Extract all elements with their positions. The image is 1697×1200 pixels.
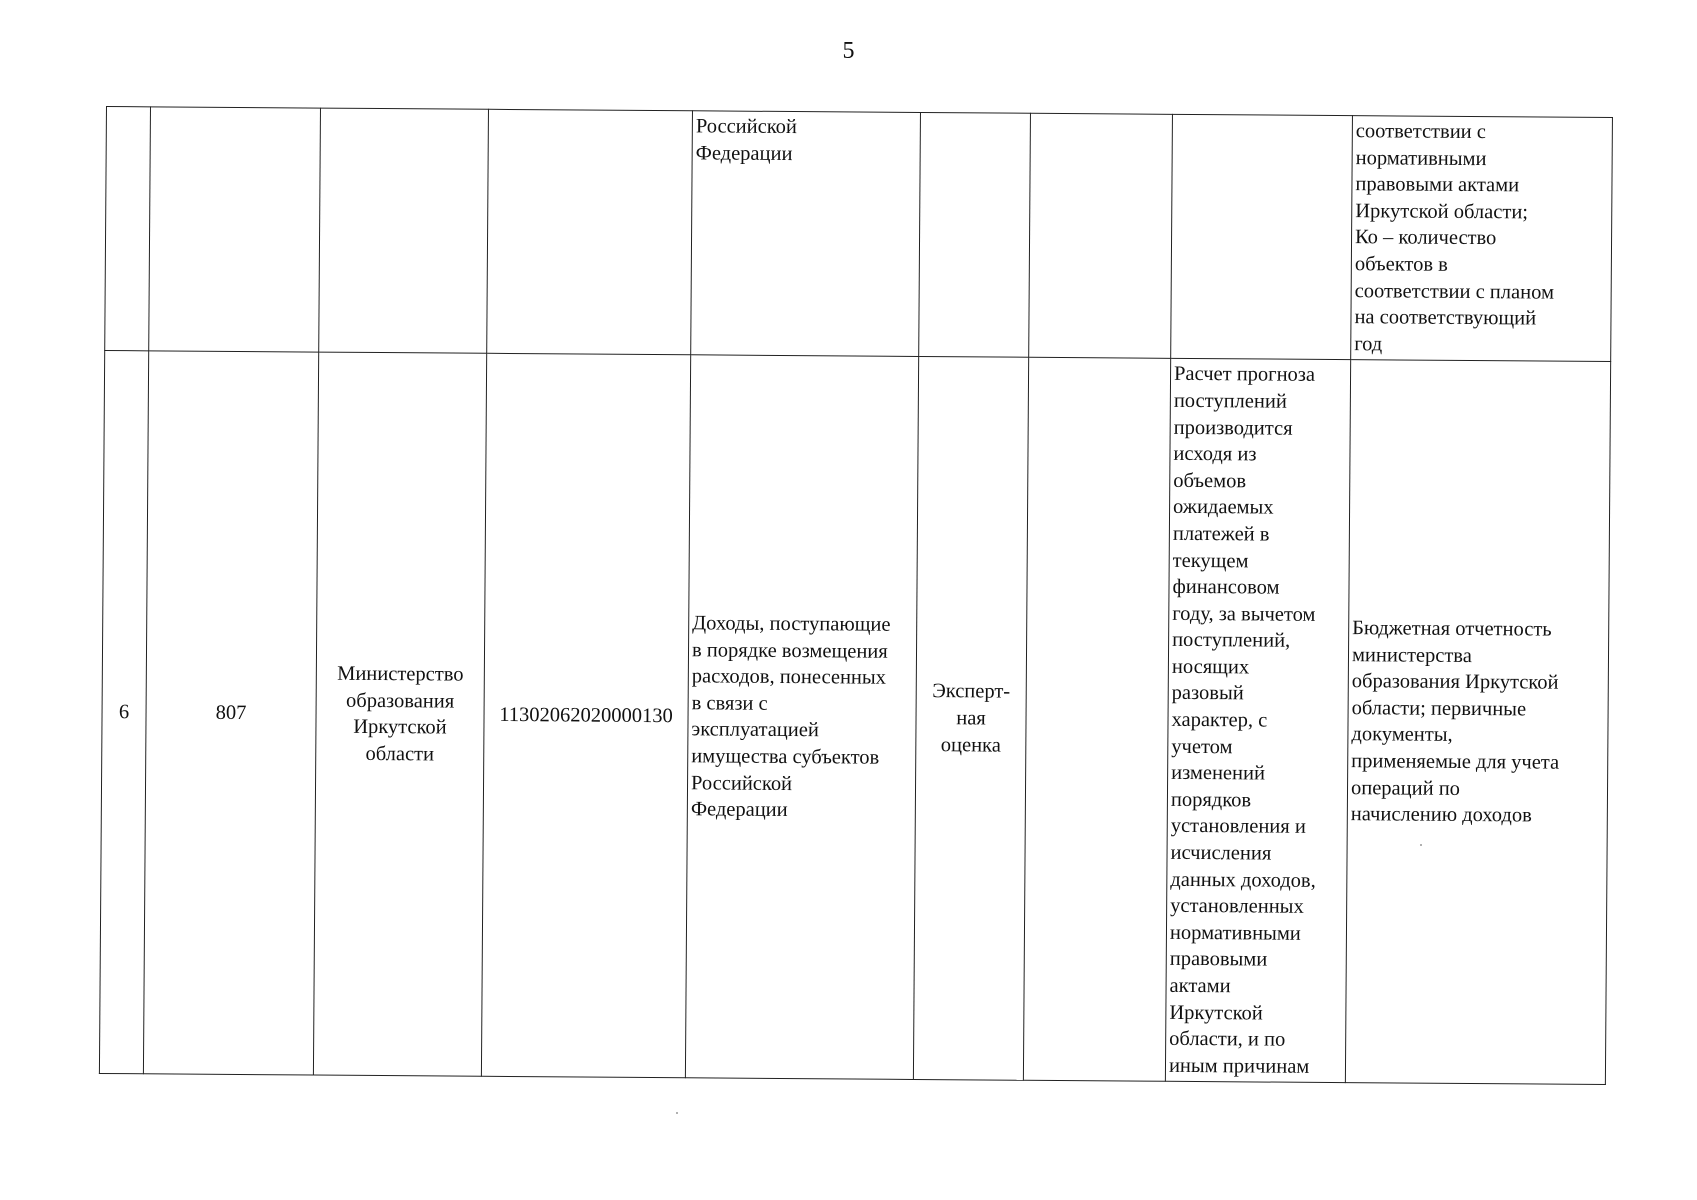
scan-speck <box>1420 844 1422 846</box>
cell-algorithm <box>1171 114 1353 360</box>
cell-formula <box>1023 358 1170 1082</box>
cell-method: Эксперт- ная оценка <box>913 357 1028 1081</box>
page-number: 5 <box>842 38 855 64</box>
cell-administrator <box>319 108 489 354</box>
cell-number: 6 <box>99 351 148 1074</box>
cell-number <box>105 107 151 352</box>
cell-formula <box>1029 113 1173 358</box>
cell-admin-code: 807 <box>143 351 318 1075</box>
table-row-6 <box>99 351 1610 1085</box>
cell-kbk: 11302062020000130 <box>481 354 690 1079</box>
table-row-continuation <box>105 107 1613 362</box>
cell-method <box>919 112 1031 357</box>
cell-kbk <box>487 109 693 355</box>
cell-algorithm: Расчет прогноза поступлений производится исходя из объемов ожидаемых платежей в текущем финансовом году, за вычетом поступлений, носящих разовый характер, с учетом изменений порядков установления и исчисления данных доходов, установленных нормативными правовыми актами Иркутской области, и по иным причинам <box>1165 359 1350 1083</box>
cell-admin-code <box>149 107 321 353</box>
revenue-forecast-table <box>99 106 1613 1085</box>
scan-speck <box>676 1112 678 1114</box>
cell-administrator: Министерство образования Иркутской области <box>313 352 486 1076</box>
cell-income-name: Доходы, поступающие в порядке возмещения расходов, понесенных в связи с эксплуатацией имущества субъектов Российской Федерации <box>685 355 918 1080</box>
cell-source: соответствии с нормативными правовыми актами Иркутской области; Ко – количество объектов в соответствии с планом на соответствующий год <box>1351 116 1613 362</box>
cell-source: Бюджетная отчетность министерства образования Иркутской области; первичные документы, применяемые для учета операций по начислению доходов <box>1345 360 1610 1085</box>
cell-income-name: Российской Федерации <box>691 111 921 357</box>
